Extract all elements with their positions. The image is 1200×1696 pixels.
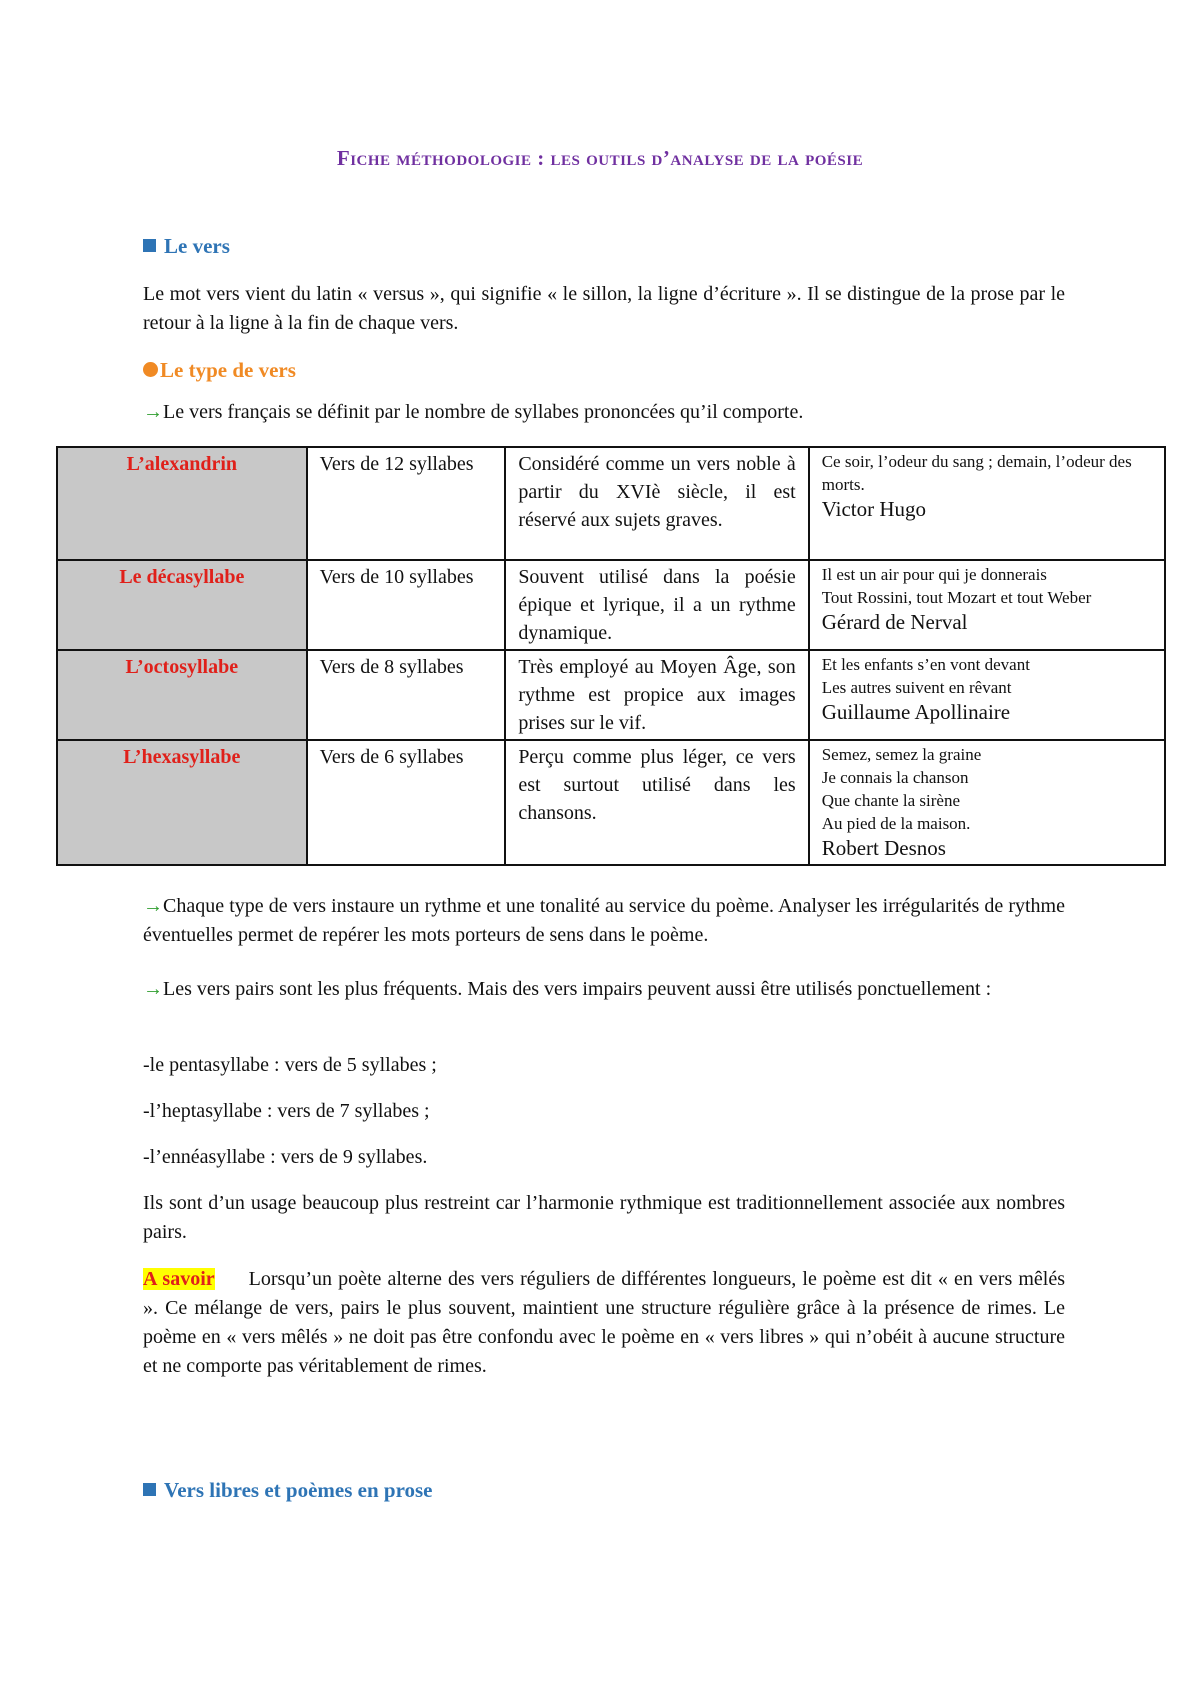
verse-name: Le décasyllabe [57,560,307,650]
example-line: Les autres suivent en rêvant [821,678,1012,697]
arrow-right-icon: → [143,978,163,1000]
verse-example [809,740,1165,865]
a-savoir-text: Lorsqu’un poète alterne des vers réguliers de différentes longueurs, le poème est dit « en vers mêlés ». Ce mélange de vers, pairs le plus souvent, maintient une structure régulière grâce à la présence de rimes. Le poème en « vers mêlés » ne doit pas être confondu avec le poème en « vers libres » qui n’obéit à aucune structure et ne comporte pas véritablement de rimes. [143,1268,1065,1377]
list-item: -le pentasyllabe : vers de 5 syllabes ; [143,1054,437,1076]
section-heading-le-vers [143,234,230,259]
verse-example [809,650,1165,740]
table-row [57,650,1165,740]
verse-syllables: Vers de 6 syllabes [307,740,506,865]
verse-syllables: Vers de 8 syllabes [307,650,506,740]
arrow-right-icon: → [143,401,163,423]
rhythm-paragraph [143,892,1065,950]
verse-name: L’hexasyllabe [57,740,307,865]
even-odd-text: Les vers pairs sont les plus fréquents. Mais des vers impairs peuvent aussi être utilisés ponctuellement : [163,978,992,1000]
table-row [57,560,1165,650]
verse-types-table [56,446,1166,866]
example-author: Robert Desnos [821,836,946,860]
example-author: Gérard de Nerval [821,610,968,634]
section-heading-text: Vers libres et poèmes en prose [164,1478,433,1502]
circle-bullet-icon [143,362,158,377]
verse-name: L’octosyllabe [57,650,307,740]
a-savoir-label: A savoir [143,1268,215,1290]
example-line: Et les enfants s’en vont devant [821,655,1030,674]
a-savoir-paragraph [143,1265,1065,1381]
example-line: Il est un air pour qui je donnerais [821,565,1047,584]
example-line: Au pied de la maison. [821,814,971,833]
section-heading-vers-libres [143,1478,433,1503]
example-line: Que chante la sirène [821,791,961,810]
subintro-paragraph [143,398,1065,427]
verse-description: Considéré comme un vers noble à partir du XVIè siècle, il est réservé aux sujets graves. [505,447,808,560]
example-line: Semez, semez la graine [821,745,982,764]
example-line: Je connais la chanson [821,768,969,787]
subheading-type-de-vers [143,358,296,383]
verse-description: Très employé au Moyen Âge, son rythme est propice aux images prises sur le vif. [505,650,808,740]
subheading-text: Le type de vers [160,358,296,382]
rhythm-text: Chaque type de vers instaure un rythme et une tonalité au service du poème. Analyser les irrégularités de rythme éventuelles permet de repérer les mots porteurs de sens dans le poème. [143,895,1065,946]
table-row [57,740,1165,865]
verse-example [809,447,1165,560]
example-author: Guillaume Apollinaire [821,700,1011,724]
section-heading-text: Le vers [164,234,230,258]
example-author: Victor Hugo [821,497,927,521]
verse-example [809,560,1165,650]
even-odd-paragraph [143,975,1065,1004]
subintro-text: Le vers français se définit par le nombre de syllabes prononcées qu’il comporte. [163,401,804,423]
example-line: Ce soir, l’odeur du sang ; demain, l’odeur des morts. [821,452,1132,494]
square-bullet-icon [143,239,156,252]
list-item: -l’ennéasyllabe : vers de 9 syllabes. [143,1146,428,1168]
verse-description: Perçu comme plus léger, ce vers est surtout utilisé dans les chansons. [505,740,808,865]
usage-paragraph: Ils sont d’un usage beaucoup plus restreint car l’harmonie rythmique est traditionnellement associée aux nombres pairs. [143,1192,1065,1243]
table-row [57,447,1165,560]
intro-paragraph: Le mot vers vient du latin « versus », qui signifie « le sillon, la ligne d’écriture ». Il se distingue de la prose par le retour à la ligne à la fin de chaque vers. [143,283,1065,334]
example-line: Tout Rossini, tout Mozart et tout Weber [821,588,1092,607]
arrow-right-icon: → [143,895,163,917]
verse-syllables: Vers de 10 syllabes [307,560,506,650]
list-item: -l’heptasyllabe : vers de 7 syllabes ; [143,1100,430,1122]
verse-name: L’alexandrin [57,447,307,560]
verse-description: Souvent utilisé dans la poésie épique et lyrique, il a un rythme dynamique. [505,560,808,650]
verse-syllables: Vers de 12 syllabes [307,447,506,560]
square-bullet-icon [143,1483,156,1496]
page-title: Fiche méthodologie : les outils d’analyse de la poésie [336,146,864,170]
